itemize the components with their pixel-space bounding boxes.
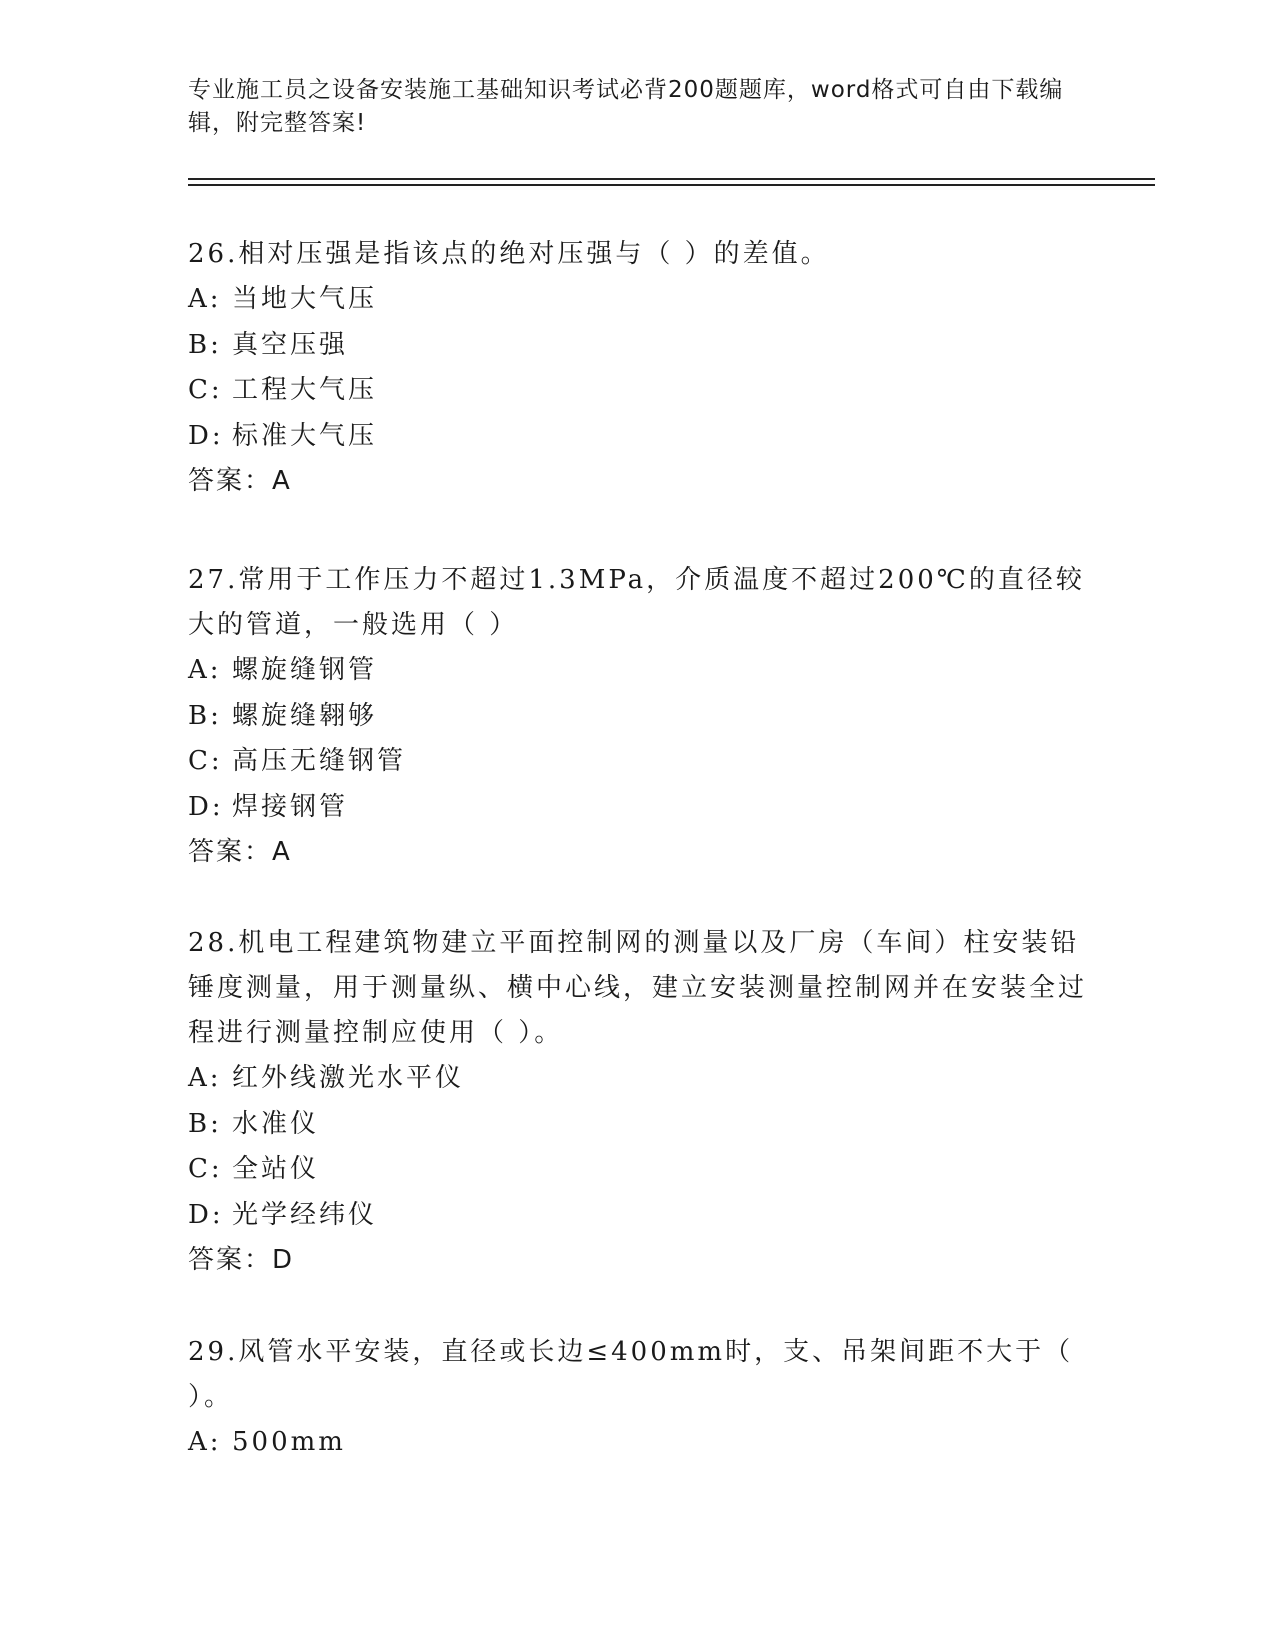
question-stem: 29.风管水平安装，直径或长边≤400mm时，支、吊架间距不大于（ ）。: [188, 1337, 1074, 1412]
question-26: [188, 232, 1088, 504]
question-stem: 28.机电工程建筑物建立平面控制网的测量以及厂房（车间）柱安装铅锤度测量，用于测量纵、横中心线，建立安装测量控制网并在安装全过程进行测量控制应使用（ ）。: [188, 928, 1088, 1048]
option-b: [188, 1102, 1088, 1148]
option-text: 全站仪: [232, 1154, 320, 1184]
option-a: [188, 1056, 1088, 1102]
answer-line: 答案：A: [188, 466, 292, 496]
option-text: 高压无缝钢管: [232, 746, 407, 776]
option-b: [188, 323, 1088, 369]
option-text: 螺旋缝翱够: [232, 700, 378, 731]
option-letter: B:: [188, 1108, 222, 1139]
option-d: [188, 1193, 1088, 1239]
question-29: [188, 1330, 1088, 1466]
option-text: 红外线激光水平仪: [232, 1063, 465, 1093]
option-letter: D:: [188, 791, 224, 822]
option-text: 螺旋缝钢管: [232, 655, 378, 685]
option-d: [188, 414, 1088, 460]
option-text: 真空压强: [232, 329, 349, 360]
option-text: 工程大气压: [232, 375, 378, 405]
option-letter: A:: [188, 1427, 222, 1457]
option-text: 500mm: [232, 1427, 346, 1457]
document-header-text: 专业施工员之设备安装施工基础知识考试必背200题题库，word格式可自由下载编辑，附完整答案!: [188, 77, 1064, 136]
option-text: 当地大气压: [232, 284, 378, 314]
option-letter: C:: [188, 1154, 223, 1184]
option-a: [188, 648, 1088, 694]
option-letter: B:: [188, 700, 222, 731]
option-letter: D:: [188, 420, 224, 451]
option-c: [188, 739, 1088, 785]
question-stem: 26.相对压强是指该点的绝对压强与（ ）的差值。: [188, 239, 830, 269]
option-text: 标准大气压: [232, 420, 378, 451]
option-letter: D:: [188, 1199, 224, 1230]
option-letter: A:: [188, 284, 222, 314]
option-text: 焊接钢管: [232, 791, 349, 822]
option-b: [188, 694, 1088, 740]
question-27: [188, 558, 1088, 875]
option-d: [188, 785, 1088, 831]
option-a: [188, 1420, 1088, 1466]
option-a: [188, 277, 1088, 323]
question-28: [188, 921, 1088, 1283]
option-letter: C:: [188, 375, 223, 405]
option-letter: A:: [188, 1063, 222, 1093]
answer-line: 答案：A: [188, 837, 292, 867]
option-letter: B:: [188, 329, 222, 360]
answer-line: 答案：D: [188, 1245, 295, 1275]
option-c: [188, 368, 1088, 414]
option-c: [188, 1147, 1088, 1193]
header-divider-bottom: [188, 184, 1155, 186]
option-letter: A:: [188, 655, 222, 685]
option-text: 水准仪: [232, 1108, 320, 1139]
header-divider-top: [188, 178, 1155, 180]
option-text: 光学经纬仪: [232, 1199, 378, 1230]
question-stem: 27.常用于工作压力不超过1.3MPa，介质温度不超过200℃的直径较大的管道，一般选用（ ）: [188, 565, 1085, 640]
option-letter: C:: [188, 746, 223, 776]
